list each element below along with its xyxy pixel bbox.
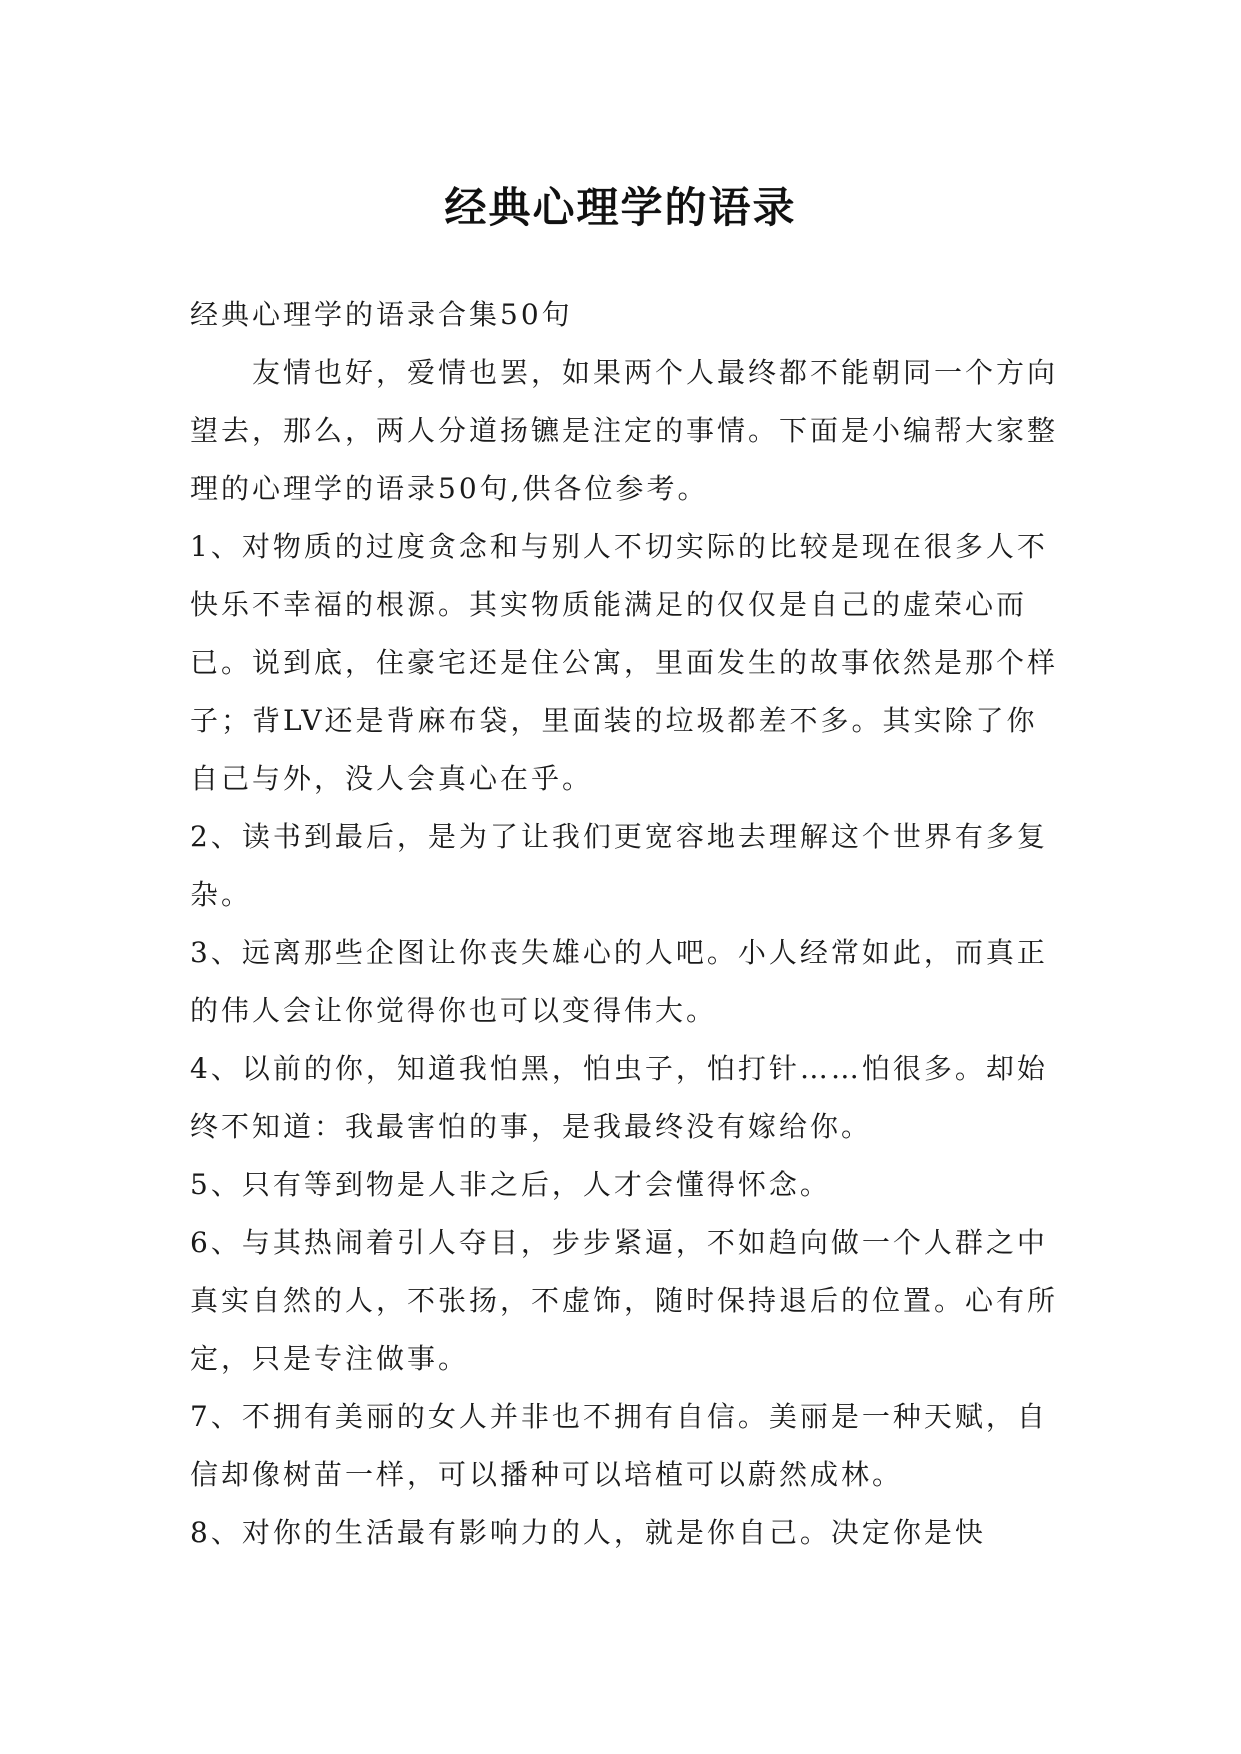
intro-paragraph: 友情也好，爱情也罢，如果两个人最终都不能朝同一个方向望去，那么，两人分道扬镳是注定的事情。下面是小编帮大家整理的心理学的语录50句,供各位参考。 <box>190 356 1059 505</box>
quote-item-8: 8、对你的生活最有影响力的人，就是你自己。决定你是快 <box>190 1516 986 1549</box>
quote-item-3: 3、远离那些企图让你丧失雄心的人吧。小人经常如此，而真正的伟人会让你觉得你也可以变得伟大。 <box>190 936 1048 1027</box>
quote-item-1: 1、对物质的过度贪念和与别人不切实际的比较是现在很多人不快乐不幸福的根源。其实物质能满足的仅仅是自己的虚荣心而已。说到底，住豪宅还是住公寓，里面发生的故事依然是那个样子；背LV还是背麻布袋，里面装的垃圾都差不多。其实除了你自己与外，没人会真心在乎。 <box>190 530 1059 795</box>
document-body <box>190 286 1060 1562</box>
quote-item-7: 7、不拥有美丽的女人并非也不拥有自信。美丽是一种天赋，自信却像树苗一样，可以播种可以培植可以蔚然成林。 <box>190 1400 1048 1491</box>
document-title: 经典心理学的语录 <box>444 183 797 233</box>
quote-item-6: 6、与其热闹着引人夺目，步步紧逼，不如趋向做一个人群之中真实自然的人，不张扬，不虚饰，随时保持退后的位置。心有所定，只是专注做事。 <box>190 1226 1059 1375</box>
quote-item-4: 4、以前的你，知道我怕黑，怕虫子，怕打针……怕很多。却始终不知道：我最害怕的事，是我最终没有嫁给你。 <box>190 1052 1048 1143</box>
quote-item-2: 2、读书到最后，是为了让我们更宽容地去理解这个世界有多复杂。 <box>190 820 1048 911</box>
quote-item-5: 5、只有等到物是人非之后，人才会懂得怀念。 <box>190 1168 831 1201</box>
document-subtitle: 经典心理学的语录合集50句 <box>190 298 573 331</box>
